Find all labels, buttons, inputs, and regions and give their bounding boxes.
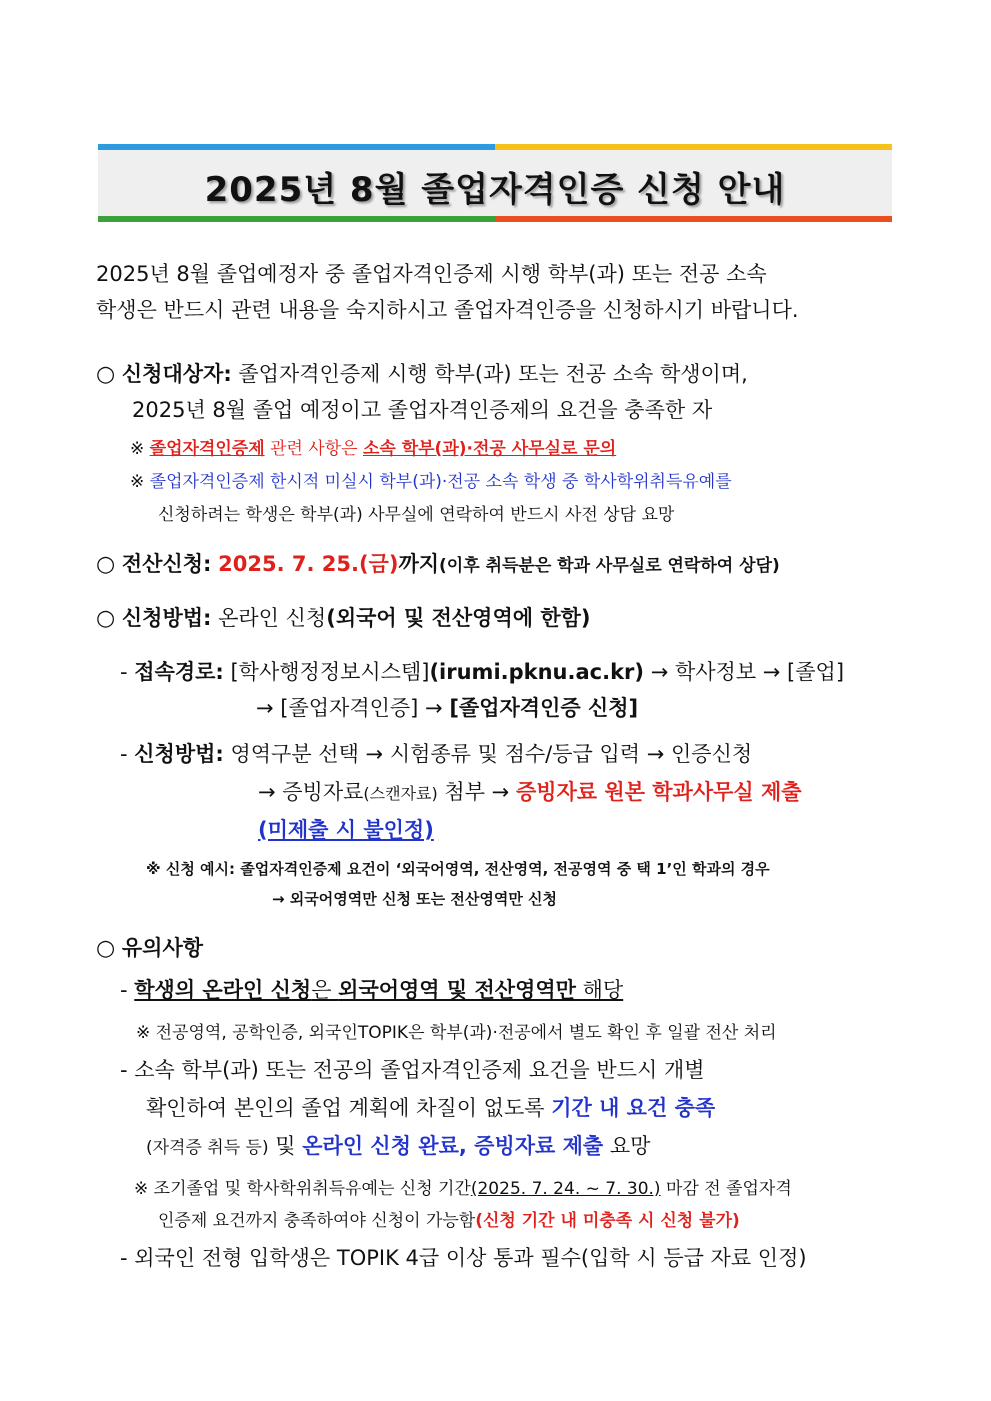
method-section (96, 600, 591, 637)
caution-item-1-a: 학생의 온라인 신청 (134, 978, 312, 1002)
online-after: (이후 취득분은 학과 사무실로 연락하여 상담) (439, 556, 780, 576)
method-label: 신청방법: (121, 606, 212, 630)
caution-item-2-line-2 (146, 1090, 715, 1126)
caution-item-2-line-3-b: 및 (268, 1134, 303, 1158)
caution-item-3-text: 외국인 전형 입학생은 TOPIK 4급 이상 통과 필수(입학 시 등급 자료 인정) (134, 1246, 807, 1270)
online-section (96, 546, 780, 584)
dash: - (120, 1058, 128, 1082)
example-line-1 (146, 858, 770, 879)
bullet-circle-icon: ○ (96, 362, 116, 387)
banner-bar-green (98, 216, 495, 222)
caution-item-2-note-line-2 (158, 1206, 740, 1231)
banner-bar-orange (495, 216, 892, 222)
caution-item-1-note: ※ 전공영역, 공학인증, 외국인TOPIK은 학부(과)·전공에서 별도 확인 후 일괄 전산 처리 (136, 1023, 777, 1043)
banner-bar-yellow (495, 144, 892, 150)
page-title: 2025년 8월 졸업자격인증 신청 안내 (204, 170, 786, 210)
caution-item-2-line-3-d: 요망 (603, 1134, 651, 1158)
example-line-1-text: 신청 예시: 졸업자격인증제 요건이 ‘외국어영역, 전산영역, 전공영역 중 택 1’인 학과의 경우 (165, 860, 770, 878)
apply-line-2-d: 증빙자료 원본 학과사무실 제출 (515, 780, 802, 804)
caution-item-1-d: 해당 (575, 978, 624, 1002)
caution-item-3 (120, 1240, 807, 1276)
apply-line-2-c: 첨부 → (437, 780, 516, 804)
dash: - (120, 742, 128, 766)
caution-label: 유의사항 (121, 936, 204, 960)
apply-line-1-text: 영역구분 선택 → 시험종류 및 점수/등급 입력 → 인증신청 (223, 742, 753, 766)
access-line-1-a: [학사행정정보시스템] (223, 660, 430, 684)
caution-item-2-note-1-c: 마감 전 졸업자격 (660, 1179, 792, 1199)
caution-item-2-line-2-a: 확인하여 본인의 졸업 계획에 차질이 없도록 (146, 1096, 552, 1120)
note-mark-icon: ※ (130, 439, 145, 459)
target-label: 신청대상자: (121, 362, 232, 386)
access-line-1 (120, 654, 844, 690)
bullet-circle-icon: ○ (96, 552, 116, 577)
online-label: 전산신청: (121, 552, 212, 576)
caution-item-2-line-3-c: 온라인 신청 완료, 증빙자료 제출 (302, 1134, 604, 1158)
access-line-2-b: [졸업자격인증 신청] (449, 696, 639, 720)
title-banner (98, 144, 892, 222)
note-mark-icon: ※ (146, 860, 161, 878)
method-scope: (외국어 및 전산영역에 한함) (326, 606, 591, 630)
caution-item-2-note-2-a: 인증제 요건까지 충족하여야 신청이 가능함 (158, 1211, 476, 1231)
target-note-2-line-2: 신청하려는 학생은 학부(과) 사무실에 연락하여 반드시 사전 상담 요망 (158, 505, 675, 525)
online-date: 2025. 7. 25.(금) (218, 552, 399, 576)
caution-item-2-line-1 (120, 1052, 705, 1088)
apply-label: 신청방법: (134, 742, 224, 766)
caution-item-2-note-line-1 (134, 1174, 792, 1199)
note-mark-icon: ※ (130, 472, 145, 492)
target-text-1: 졸업자격인증제 시행 학부(과) 또는 전공 소속 학생이며, (231, 362, 748, 386)
caution-item-1 (120, 972, 623, 1008)
caution-item-2-line-1-text: 소속 학부(과) 또는 전공의 졸업자격인증제 요건을 반드시 개별 (134, 1058, 705, 1082)
target-note-2 (130, 467, 732, 492)
target-note-2-line-1: 졸업자격인증제 한시적 미실시 학부(과)·전공 소속 학생 중 학사학위취득유예를 (149, 472, 732, 492)
caution-item-2-note-1-a: ※ 조기졸업 및 학사학위취득유예는 신청 기간 (134, 1179, 471, 1199)
online-until: 까지 (398, 552, 440, 576)
caution-section (96, 930, 203, 967)
target-note-1-a: 졸업자격인증제 (149, 439, 265, 459)
caution-item-2-line-3-a: (자격증 취득 등) (146, 1138, 269, 1158)
access-label: 접속경로: (134, 660, 224, 684)
apply-line-2-b: (스캔자료) (363, 784, 438, 803)
caution-item-2-note-2-b: (신청 기간 내 미충족 시 신청 불가) (475, 1211, 740, 1231)
caution-item-1-c: 외국어영역 및 전산영역만 (338, 978, 576, 1002)
apply-line-3: (미제출 시 불인정) (258, 818, 434, 842)
target-section (96, 356, 748, 393)
caution-item-1-b: 은 (311, 978, 339, 1002)
bullet-circle-icon: ○ (96, 606, 116, 631)
access-line-2 (256, 690, 638, 726)
bullet-circle-icon: ○ (96, 936, 116, 961)
intro-line-1: 2025년 8월 졸업예정자 중 졸업자격인증제 시행 학부(과) 또는 전공 소속 (96, 262, 767, 286)
dash: - (120, 660, 128, 684)
apply-line-2-a: → 증빙자료 (258, 780, 364, 804)
caution-item-2-note-1-b: (2025. 7. 24. ~ 7. 30.) (470, 1179, 661, 1199)
example-line-2: → 외국어영역만 신청 또는 전산영역만 신청 (272, 890, 558, 908)
access-line-1-c: → 학사정보 → [졸업] (644, 660, 845, 684)
target-note-1-b: 관련 사항은 (264, 439, 363, 459)
apply-line-1 (120, 736, 752, 772)
target-note-1-c: 소속 학부(과)·전공 사무실로 문의 (362, 439, 617, 459)
caution-item-2-line-3 (146, 1128, 650, 1166)
access-line-2-a: → [졸업자격인증] → (256, 696, 450, 720)
access-url: (irumi.pknu.ac.kr) (429, 660, 645, 684)
target-text-2: 2025년 8월 졸업 예정이고 졸업자격인증제의 요건을 충족한 자 (132, 398, 713, 422)
apply-line-2 (258, 774, 802, 812)
dash: - (120, 1246, 128, 1270)
method-text: 온라인 신청 (211, 606, 327, 630)
dash: - (120, 978, 128, 1002)
intro-line-2: 학생은 반드시 관련 내용을 숙지하시고 졸업자격인증을 신청하시기 바랍니다. (96, 298, 799, 322)
caution-item-2-line-2-b: 기간 내 요건 충족 (551, 1096, 716, 1120)
banner-bar-blue (98, 144, 495, 150)
target-note-1 (130, 434, 616, 459)
